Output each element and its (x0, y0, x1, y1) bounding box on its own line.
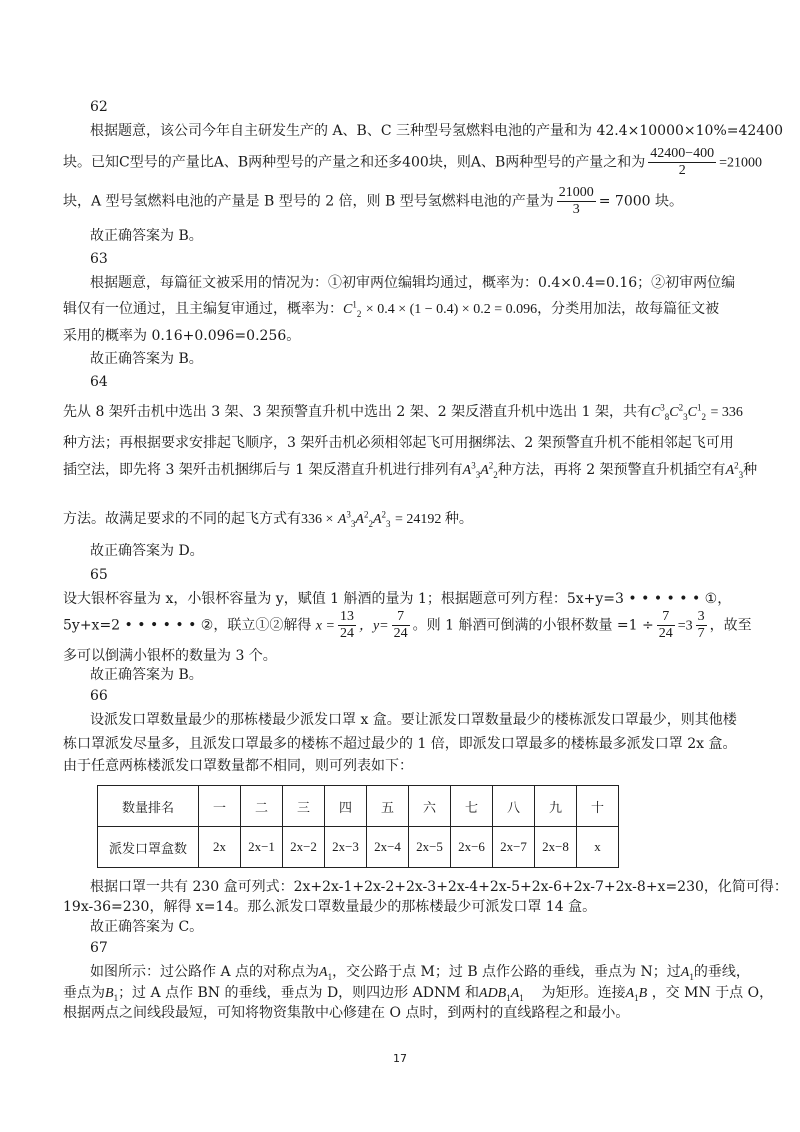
distribution-table (97, 785, 619, 868)
table-cell: 二 (241, 786, 283, 827)
paragraph-line: 插空法，即先将 3 架歼击机捆绑后与 1 架反潜直升机进行排列有$A^3_3A^2_2$种方法，再将 2 架预警直升机插空有$A^2_3$种 (63, 460, 758, 480)
point-label: $A_1$ (319, 965, 333, 982)
paragraph-line: 块。已知C型号的产量比A、B两种型号的产量之和还多400块，则A、B两种型号的产量之和为 $\frac{42400-400}{2}$ =21000 (63, 146, 763, 178)
paragraph-line: 栋口罩派发尽量多，且派发口罩最多的楼栋不超过最少的 1 倍，即派发口罩最多的楼栋最多派发口罩 2x 盒。 (63, 736, 737, 752)
table-cell: 2x−1 (241, 827, 283, 868)
paragraph-line: 根据题意，每篇征文被采用的情况为：①初审两位编辑均通过，概率为：0.4×0.4=0.16；②初审两位编 (90, 275, 736, 291)
table-cell: 2x−4 (367, 827, 409, 868)
point-label: $A_1$ (680, 965, 694, 982)
segment-label: $A_1B$ (625, 986, 648, 1003)
paragraph-line: 块，A 型号氢燃料电池的产量是 B 型号的 2 倍，则 B 型号氢燃料电池的产量为 $\frac{21000}{3}$ = 7000 块。 (63, 185, 684, 217)
paragraph-line: 根据口罩一共有 230 盒可列式：2x+2x-1+2x-2+2x-3+2x-4+2x-5+2x-6+2x-7+2x-8+x=230，化简可得： (90, 879, 788, 895)
fraction: $\frac{21000}{3}$ (558, 185, 594, 217)
table-cell: 六 (409, 786, 451, 827)
paragraph-line: 5y+x=2 • • • • • • ②，联立①②解得 x = $\frac{13}{24}$ ，y= $\frac{7}{24}$ 。则 1 斛酒可倒满的小银杯数量 =1 ÷ $\frac{7}{24}$ =3 $\frac{3}{7}$ ，故至 (63, 609, 752, 641)
table-header-cell: 数量排名 (98, 786, 199, 827)
table-row (98, 786, 619, 827)
page-number: 17 (393, 1052, 407, 1065)
question-number: 66 (90, 688, 108, 704)
paragraph-line: 垂点为$B_1$；过 A 点作 BN 的垂线，垂点为 D，则四边形 ADNM 和$ADB_1A_1$ 为矩形。连接$A_1B$ ，交 MN 于点 O， (63, 985, 774, 1003)
answer-line: 故正确答案为 B。 (90, 667, 203, 683)
paragraph-line: 辑仅有一位通过，且主编复审通过，概率为：$C^1_2 \times 0.4 \times (1 - 0.4) \times 0.2 = 0.096$，分类用加法，故每篇征文被 (63, 299, 720, 319)
combination-symbol: $C^1_2$ (343, 299, 362, 319)
paragraph-line: 设派发口罩数量最少的那栋楼最少派发口罩 x 盒。要让派发口罩数量最少的楼栋派发口罩最少，则其他楼 (90, 712, 737, 728)
table-cell: 2x (199, 827, 241, 868)
paragraph-line: 先从 8 架歼击机中选出 3 架、3 架预警直升机中选出 2 架、2 架反潜直升机中选出 1 架，共有$C^3_8C^2_3C^1_2 = 336$ (63, 402, 743, 422)
question-number: 62 (90, 99, 108, 115)
table-cell: 五 (367, 786, 409, 827)
permutation-product: $A^3_3A^2_2$ (462, 460, 498, 480)
paragraph-line: 如图所示：过公路作 A 点的对称点为$A_1$，交公路于点 M；过 B 点作公路的垂线，垂点为 N；过$A_1$的垂线， (90, 964, 750, 982)
table-cell: 2x−3 (325, 827, 367, 868)
table-cell: 一 (199, 786, 241, 827)
fraction: $\frac{7}{24}$ (393, 609, 408, 641)
table-cell: 十 (577, 786, 619, 827)
table-cell: 四 (325, 786, 367, 827)
table-cell: 七 (451, 786, 493, 827)
answer-line: 故正确答案为 D。 (90, 543, 204, 559)
paragraph-line: 方法。故满足要求的不同的起飞方式有$336 \times A^3_3A^2_2A^2_3 = 24192$ 种。 (63, 509, 473, 529)
table-cell: 八 (493, 786, 535, 827)
table-cell: 三 (283, 786, 325, 827)
permutation-product: $A^3_3A^2_2A^2_3$ (337, 509, 391, 529)
point-label: $B_1$ (105, 986, 119, 1003)
paragraph-line: 多可以倒满小银杯的数量为 3 个。 (63, 648, 277, 664)
table-cell: 2x−2 (283, 827, 325, 868)
question-number: 65 (90, 567, 108, 583)
paragraph-line: 根据题意，该公司今年自主研发生产的 A、B、C 三种型号氢燃料电池的产量和为 42.4×10000×10%=42400 (90, 123, 784, 139)
table-cell: 2x−7 (493, 827, 535, 868)
fraction: $\frac{7}{24}$ (658, 609, 673, 641)
table-cell: 2x−6 (451, 827, 493, 868)
question-number: 64 (90, 374, 108, 390)
permutation-symbol: $A^2_3$ (725, 460, 744, 480)
quadrilateral-label: $ADB_1A_1$ (479, 986, 524, 1003)
question-number: 67 (90, 940, 108, 956)
combination-product: $C^3_8C^2_3C^1_2$ (650, 402, 706, 422)
answer-line: 故正确答案为 B。 (90, 351, 203, 367)
table-cell: 九 (535, 786, 577, 827)
paragraph-line: 19x-36=230，解得 x=14。那么派发口罩数量最少的那栋楼最少可派发口罩 14 盒。 (63, 899, 597, 915)
fraction: $\frac{42400-400}{2}$ (650, 146, 715, 178)
fraction: $\frac{3}{7}$ (697, 609, 705, 641)
answer-line: 故正确答案为 B。 (90, 228, 203, 244)
paragraph-line: 根据两点之间线段最短，可知将物资集散中心修建在 O 点时，到两村的直线路程之和最小。 (63, 1005, 630, 1021)
table-cell: 2x−5 (409, 827, 451, 868)
paragraph-line: 设大银杯容量为 x，小银杯容量为 y，赋值 1 斛酒的量为 1；根据题意可列方程：5x+y=3 • • • • • • ①， (63, 591, 732, 607)
question-number: 63 (90, 251, 108, 267)
paragraph-line: 由于任意两栋楼派发口罩数量都不相同，则可列表如下： (63, 758, 413, 774)
paragraph-line: 种方法；再根据要求安排起飞顺序，3 架歼击机必须相邻起飞可用捆绑法、2 架预警直升机不能相邻起飞可用 (63, 435, 734, 451)
table-row (98, 827, 619, 868)
table-cell: x (577, 827, 619, 868)
answer-line: 故正确答案为 C。 (90, 919, 204, 935)
fraction: $\frac{13}{24}$ (339, 609, 354, 641)
paragraph-line: 采用的概率为 0.16+0.096=0.256。 (63, 328, 301, 344)
table-cell: 2x−8 (535, 827, 577, 868)
table-header-cell: 派发口罩盒数 (98, 827, 199, 868)
